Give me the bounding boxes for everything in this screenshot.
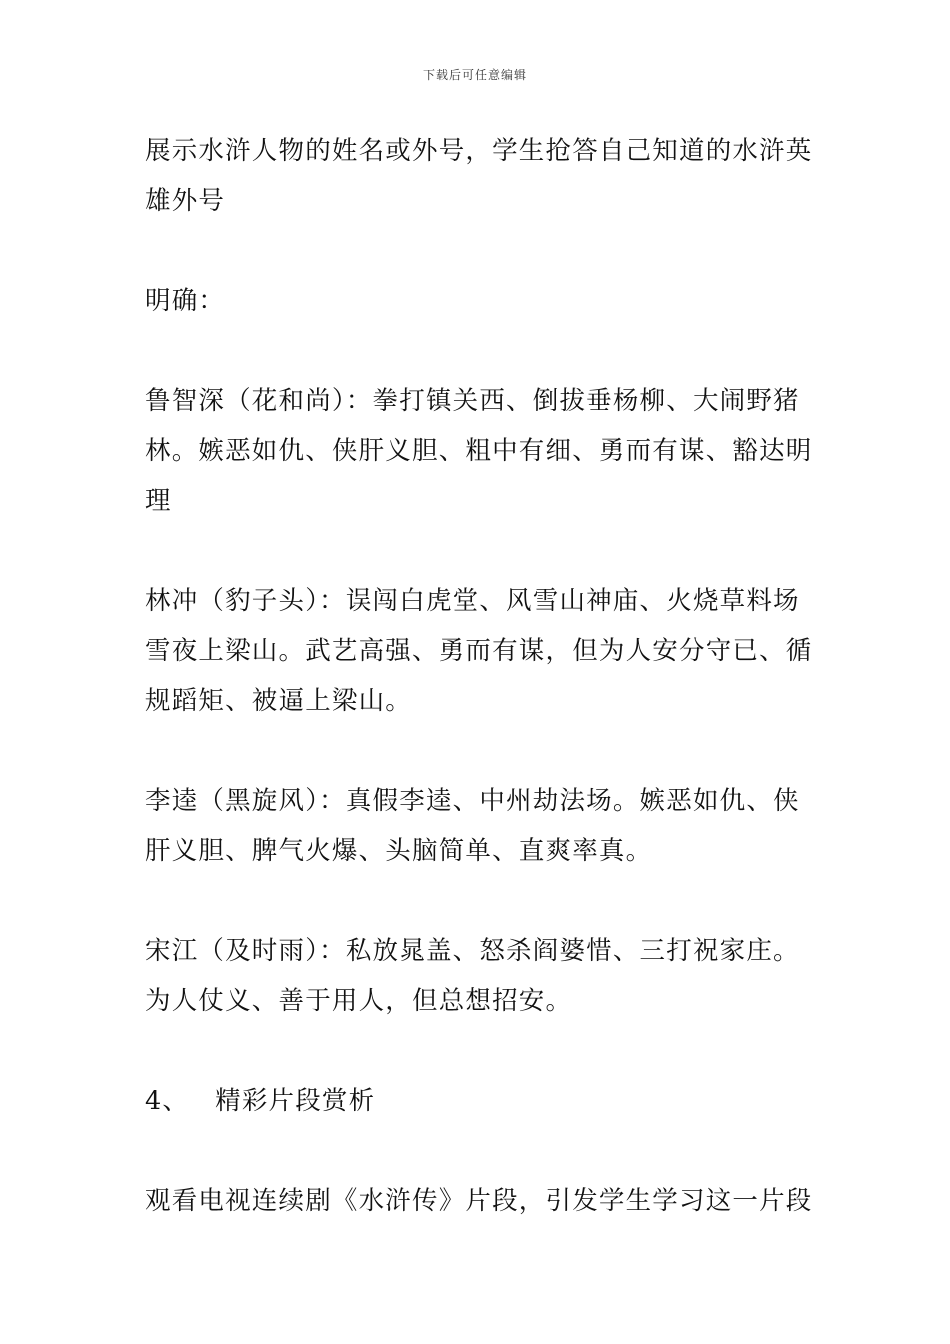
text-line: 鲁智深（花和尚）：拳打镇关西、倒拔垂杨柳、大闹野猪 bbox=[145, 386, 800, 416]
clarify-label bbox=[145, 276, 810, 326]
text-line: 林。嫉恶如仇、侠肝义胆、粗中有细、勇而有谋、豁达明 bbox=[145, 436, 813, 466]
text-line: 展示水浒人物的姓名或外号，学生抢答自己知道的水浒英 bbox=[145, 136, 813, 166]
text-line: 雪夜上梁山。武艺高强、勇而有谋，但为人安分守已、循 bbox=[145, 636, 813, 666]
text-line: 雄外号 bbox=[145, 186, 226, 216]
page-header: 下载后可任意编辑 bbox=[422, 68, 527, 82]
section-number: 4、 bbox=[145, 1086, 190, 1116]
character-paragraph-likui bbox=[145, 776, 810, 876]
text-line: 明确： bbox=[145, 286, 226, 316]
document-body bbox=[145, 126, 813, 1276]
text-line: 宋江（及时雨）：私放晁盖、怒杀阎婆惜、三打祝家庄。 bbox=[145, 936, 800, 966]
text-line: 林冲（豹子头）：误闯白虎堂、风雪山神庙、火烧草料场 bbox=[145, 586, 800, 616]
text-line: 理 bbox=[145, 486, 172, 516]
character-paragraph-linchong bbox=[145, 576, 813, 726]
text-line: 肝义胆、脾气火爆、头脑简单、直爽率真。 bbox=[145, 836, 653, 866]
text-line: 观看电视连续剧《水浒传》片段，引发学生学习这一片段 bbox=[145, 1186, 813, 1216]
section-heading-line bbox=[145, 1076, 810, 1126]
character-paragraph-songjiang bbox=[145, 926, 810, 1026]
text-line: 为人仗义、善于用人，但总想招安。 bbox=[145, 986, 573, 1016]
section-heading bbox=[145, 1076, 810, 1126]
text-line: 规蹈矩、被逼上梁山。 bbox=[145, 686, 413, 716]
intro-paragraph bbox=[145, 126, 813, 226]
character-paragraph-luzhishen bbox=[145, 376, 813, 526]
section-title: 精彩片段赏析 bbox=[215, 1086, 376, 1116]
text-line: 李逵（黑旋风）：真假李逵、中州劫法场。嫉恶如仇、侠 bbox=[145, 786, 800, 816]
closing-paragraph bbox=[145, 1176, 813, 1226]
